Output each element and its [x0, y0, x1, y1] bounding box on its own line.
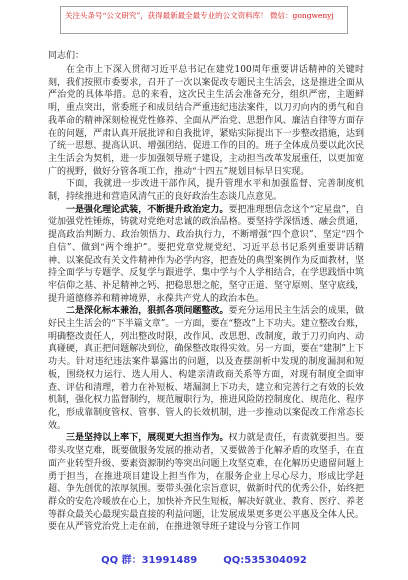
footer-contacts	[0, 553, 408, 569]
paragraph-point-1	[48, 204, 364, 306]
promo-banner	[60, 6, 348, 34]
promo-banner-text: 关注头条号“公文研究”，获得最新最全最专业的公文资料库！ 微信：gongwenyj	[65, 11, 334, 20]
qq-group-number: QQ 群：31991489	[101, 555, 198, 566]
paragraph-text: 下面，我就进一步改进干部作风，提升管理水平和加强监督、完善制度机制，持续推进和营造风清气正的良好政治生态谈几点意见。	[48, 179, 364, 203]
document-body	[48, 64, 364, 548]
salutation: 同志们：	[48, 51, 85, 61]
paragraph-point-3	[48, 432, 364, 534]
qq-number: QQ:535304092	[223, 555, 307, 566]
paragraph-opening	[48, 64, 364, 178]
paragraph-text: 在全市上下深入贯彻习近平总书记在建党100周年重要讲话精神的关键时刻，我们按照市委要求，召开了一次以案促改专题民主生活会，这是推进全面从严治党的具体举措。总的来看，这次民主生活会准备充分，组织严密，主题鲜明，重点突出，常委班子和成员结合严重违纪违法案件，以刀刃向内的勇气和自我革命的精神深刻检视党性修养、全面从严治党、思想作风、廉洁自律等方面存在的问题，严肃认真开展批评和自我批评，紧贴实际提出下一步整改措施，达到了统一思想、提高认识、增强团结、促进工作的目的。班子全体成员要以此次民主生活会为契机，进一步加强领导班子建设，主动担当改革发展重任，以更加宽广的视野，做好分管各项工作，推动“十四五”规划目标早日实现。	[48, 65, 364, 177]
paragraph-point-2	[48, 305, 364, 432]
paragraph-lead: 一是强化理论武装，不断提升政治定力。	[66, 204, 229, 215]
paragraph-intro	[48, 178, 364, 203]
paragraph-lead: 二是深化标本兼治，狠抓各项问题整改。	[66, 306, 229, 317]
paragraph-text: 权力就是责任，有责就要担当。要带头攻坚克难，既要做服务发展的推动者，又要做善于化解矛盾的攻坚手，在直面产业转型升级、要素资源制约等突出问题上攻坚克难，在化解历史遗留问题上勇于担当，在推进项目建设上担当作为，在服务企业上尽心尽力，形成比学赶超、争先创优的浓厚氛围。要带头强化宗旨意识，做新时代的优秀公仆，始终把群众的安危冷暖放在心上，加快补齐民生短板，解决好就业、教育、医疗、养老等群众最关心最现实最直接的利益问题，让发展成果更多更公平惠及全体人民。要在从严管党治党上走在前，在推进领导班子建设与分管工作同	[48, 433, 364, 533]
paragraph-lead: 三是坚持以上率下，展现更大担当作为。	[66, 433, 229, 444]
paragraph-text: 要充分运用民主生活会的成果，做好民主生活会的“下半篇文章”。一方面，要在“整改”上下功夫。建立整改台账，明确整改责任人，列出整改时限，改作风、改思想、改制度，敢于刀刃向内、动真碰硬，真正把问题解决到位，确保整改取得实效。另一方面，要在“建制”上下功夫。针对违纪违法案件暴露出的问题，以及查摆剖析中发现的制度漏洞和短板，围绕权力运行、选人用人、构建亲清政商关系等方面，对现有制度全面审查、评估和清理，着力在补短板、堵漏洞上下功夫，建立和完善行之有效的长效机制，强化权力监督制约，规范履职行为，推进风险防控制度化、规范化、程序化，形成靠制度管权、管事、管人的长效机制，进一步推动以案促改工作常态长效。	[48, 306, 364, 431]
paragraph-text: 要把准理想信念这个“定星盘”，自觉加强党性锤炼，铸就对党绝对忠诚的政治品格。要坚持学深悟透、融会贯通，提高政治判断力、政治领悟力、政治执行力，不断增强“四个意识”、坚定“四个自信”、做到“两个维护”。要把党章党规党纪、习近平总书记系列重要讲话精神、以案促改有关文件精神作为必学内容，把查处的典型案例作为反面教材，坚持全面学与专题学、反复学与跟进学、集中学与个人学相结合，在学思践悟中筑牢信仰之基、补足精神之钙、把稳思想之舵，坚守正道、坚守原则、坚守底线，提升道德修养和精神境界，永葆共产党人的政治本色。	[48, 204, 364, 304]
